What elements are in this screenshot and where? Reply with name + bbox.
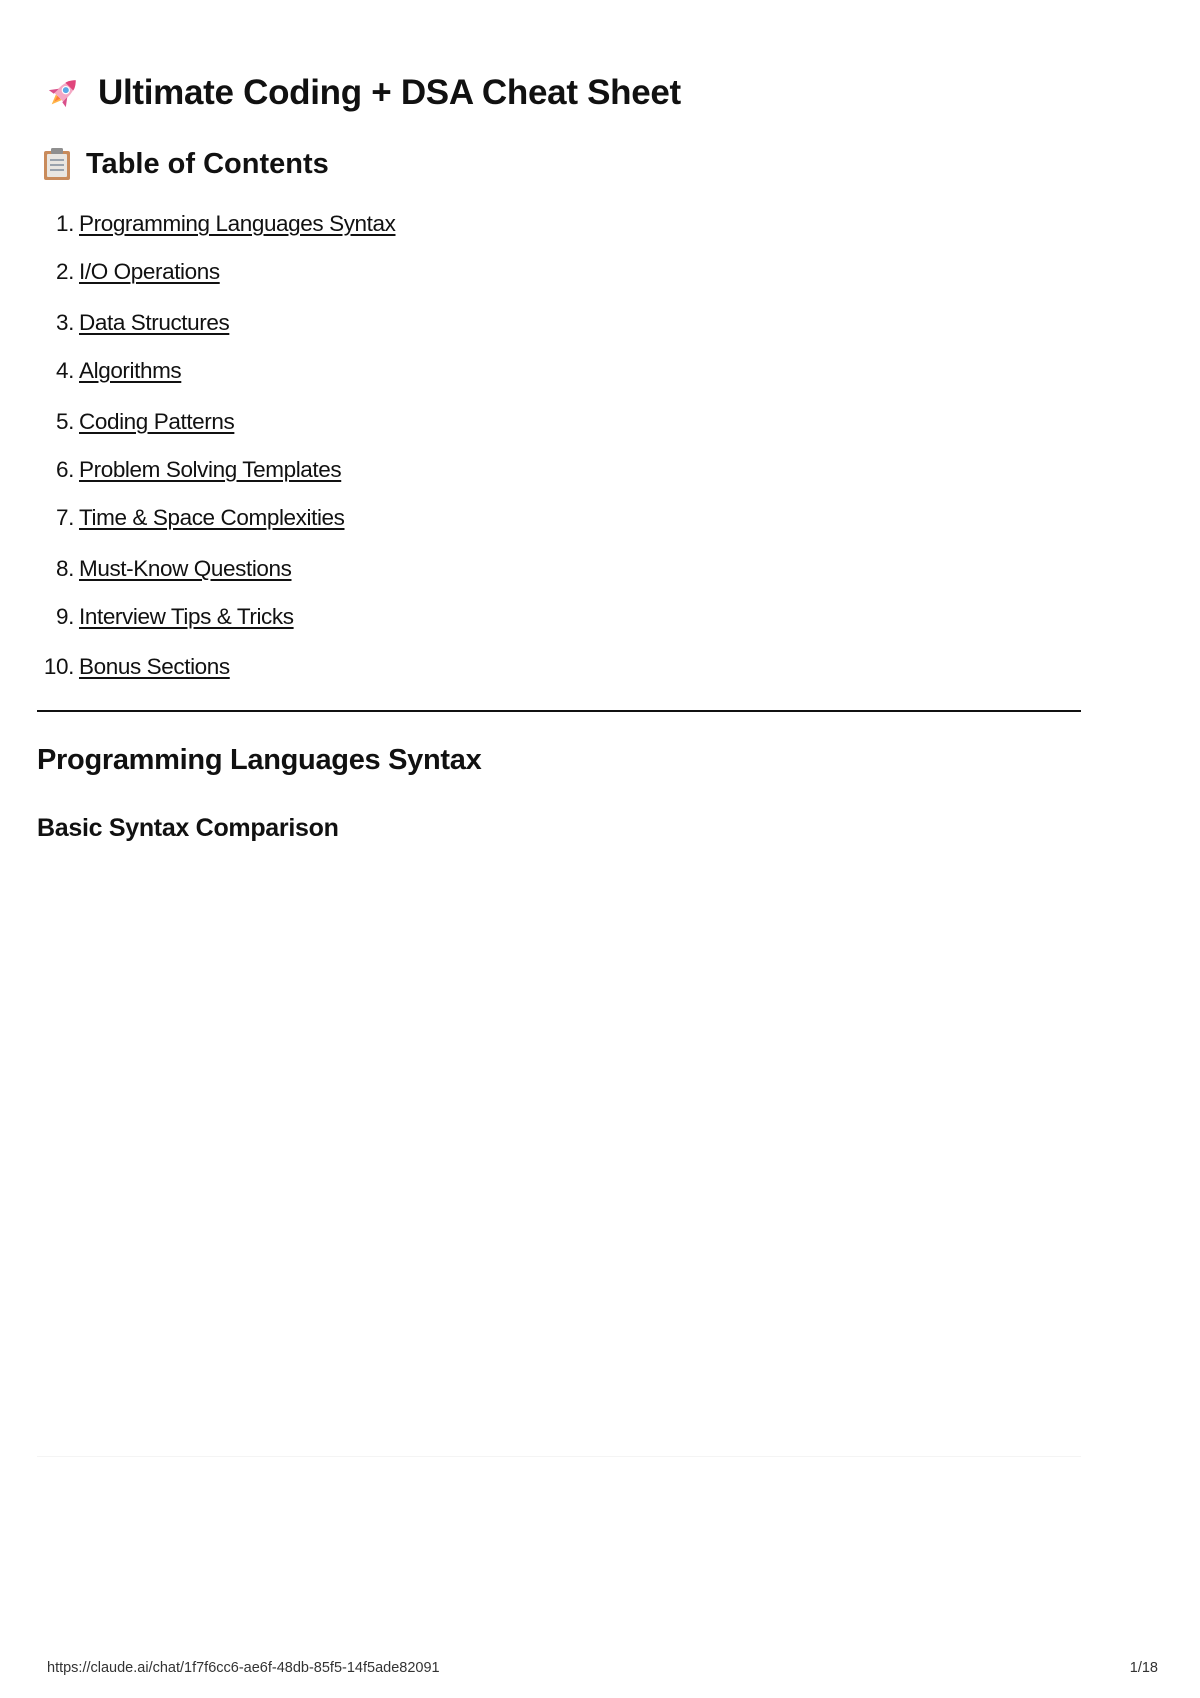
page-title <box>42 72 681 114</box>
toc-link-data-structures[interactable]: Data Structures <box>79 310 230 335</box>
toc-heading-text: Table of Contents <box>86 147 329 180</box>
toc-link-algorithms[interactable]: Algorithms <box>79 358 182 383</box>
toc-item-number: 8. <box>56 556 74 581</box>
toc-item-number: 6. <box>56 457 74 482</box>
toc-link-coding-patterns[interactable]: Coding Patterns <box>79 409 235 434</box>
toc-link-must-know-questions[interactable]: Must-Know Questions <box>79 556 292 581</box>
section-heading: Programming Languages Syntax <box>37 744 482 776</box>
toc-link-problem-solving-templates[interactable]: Problem Solving Templates <box>79 457 342 482</box>
toc-item-number: 4. <box>56 358 74 383</box>
code-block-placeholder <box>37 862 1081 1457</box>
footer-page-number: 1/18 <box>1129 1660 1158 1676</box>
footer-url: https://claude.ai/chat/1f7f6cc6-ae6f-48db-85f5-14f5ade82091 <box>47 1660 440 1676</box>
toc-item-number: 1. <box>56 211 74 236</box>
toc-link-interview-tips-tricks[interactable]: Interview Tips & Tricks <box>79 604 294 629</box>
clipboard-icon <box>42 147 72 181</box>
subsection-heading: Basic Syntax Comparison <box>37 814 339 842</box>
toc-link-bonus-sections[interactable]: Bonus Sections <box>79 654 230 679</box>
toc-link-time-space-complexities[interactable]: Time & Space Complexities <box>79 505 345 530</box>
toc-item-number: 2. <box>56 259 74 284</box>
toc-item-number: 5. <box>56 409 74 434</box>
toc-item-number: 10. <box>43 654 74 679</box>
toc-item-number: 7. <box>56 505 74 530</box>
toc-link-io-operations[interactable]: I/O Operations <box>79 259 220 284</box>
rocket-icon <box>42 72 84 114</box>
horizontal-rule <box>37 710 1081 712</box>
page-title-text: Ultimate Coding + DSA Cheat Sheet <box>98 73 681 112</box>
toc-heading <box>42 147 329 181</box>
toc-item-number: 3. <box>56 310 74 335</box>
toc-item-number: 9. <box>56 604 74 629</box>
toc-link-programming-languages-syntax[interactable]: Programming Languages Syntax <box>79 211 396 236</box>
